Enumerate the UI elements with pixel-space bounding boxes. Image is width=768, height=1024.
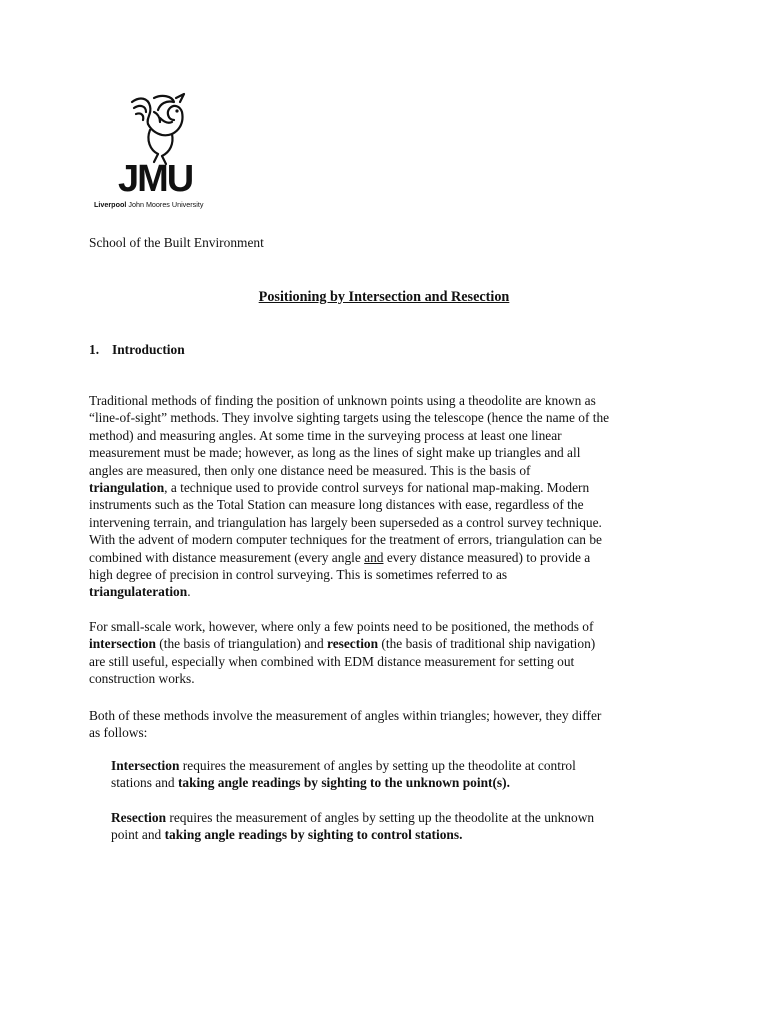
term-resection: resection	[327, 636, 379, 652]
logo-subtitle: Liverpool John Moores University	[94, 200, 204, 209]
logo-wordmark: JMU	[118, 158, 193, 200]
methods-paragraph: For small-scale work, however, where only a few points need to be positioned, the methods of intersection (the basis of triangulation) and resection (the basis of traditional ship navigation) are still useful, especially when combined with EDM distance measurement for setting out construction works.	[89, 619, 596, 687]
document-title: Positioning by Intersection and Resection	[258, 289, 510, 305]
comparison-paragraph: Both of these methods involve the measurement of angles within triangles; however, they differ as follows:	[89, 708, 602, 741]
intersection-definition: Intersection requires the measurement of angles by setting up the theodolite at control stations and taking angle readings by sighting to the unknown point(s).	[111, 758, 576, 791]
university-logo	[88, 88, 228, 216]
term-triangulateration: triangulateration	[89, 584, 188, 600]
intersection-term: Intersection	[111, 758, 180, 773]
section-number: 1.	[89, 342, 100, 357]
school-name: School of the Built Environment	[89, 235, 264, 250]
section-heading	[89, 341, 185, 358]
resection-definition: Resection requires the measurement of angles by setting up the theodolite at the unknown point and taking angle readings by sighting to control stations.	[111, 810, 595, 843]
resection-term: Resection	[111, 810, 167, 825]
term-triangulation: triangulation	[89, 480, 165, 496]
term-intersection: intersection	[89, 636, 156, 652]
intro-paragraph: Traditional methods of finding the position of unknown points using a theodolite are known as “line-of-sight” methods. They involve sighting targets using the telescope (hence the name of the method) and measuring angles. At some time in the surveying process at least one linear measurement must be made; however, as long as the lines of sight make up triangles and all angles are measured, then only one distance need be measured. This is the basis of triangulation, a technique used to provide control surveys for national map-making. Modern instruments such as the Total Station can measure long distances with ease, regardless of the intervening terrain, and triangulation has largely been superseded as a control survey technique. With the advent of modern computer techniques for the treatment of errors, triangulation can be combined with distance measurement (every angle and every distance measured) to provide a high degree of precision in control surveying. This is sometimes referred to as triangulateration.	[89, 393, 610, 600]
liver-bird-icon	[88, 88, 228, 168]
section-title: Introduction	[112, 342, 185, 357]
